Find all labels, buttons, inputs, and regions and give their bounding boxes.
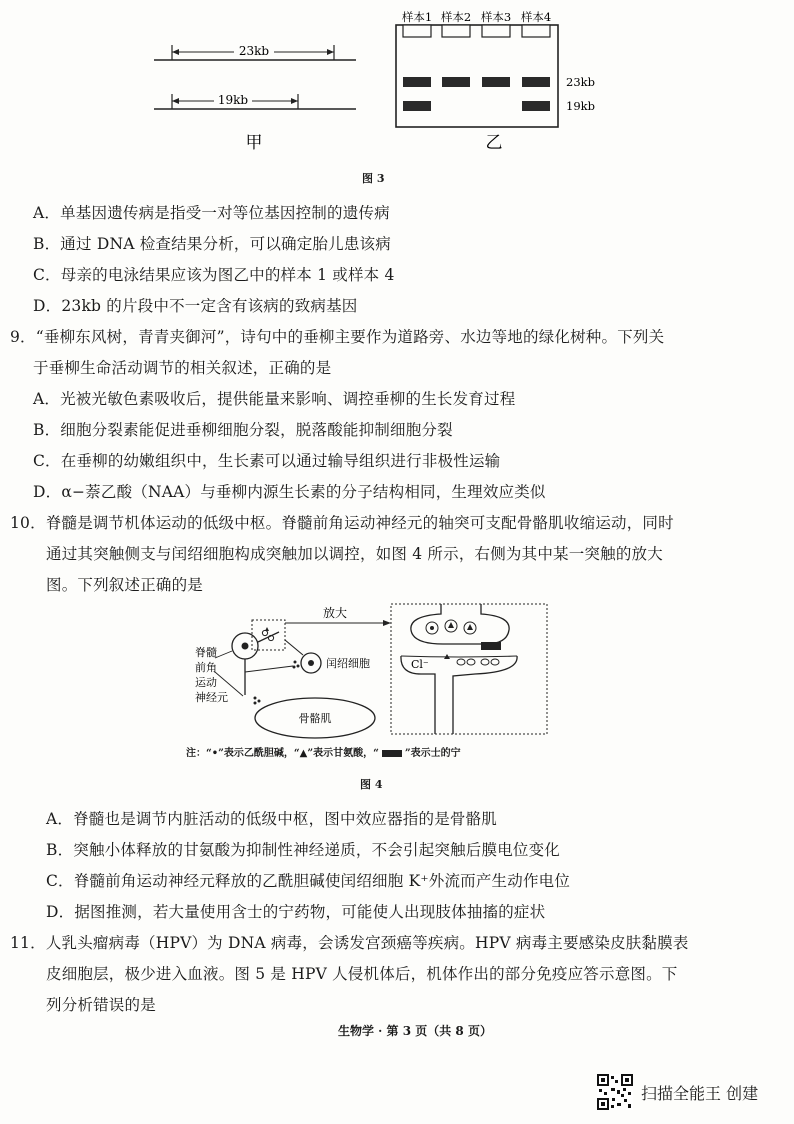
strychnine-block — [481, 642, 501, 650]
q9-stem-line1: 9．“垂柳东风树，青青夹御河”，诗句中的垂柳主要作为道路旁、水边等地的绿化树种。下列关 — [10, 328, 665, 346]
band-s2-23kb — [442, 77, 470, 87]
neuron-label-1: 脊髓 — [195, 646, 217, 659]
renshaw-label: 闰绍细胞 — [326, 657, 370, 670]
q9-option-a: A．光被光敏色素吸收后，提供能量来影响、调控垂柳的生长发育过程 — [33, 390, 516, 408]
q11-stem-line3: 列分析错误的是 — [46, 996, 156, 1014]
jia-19kb-label: 19kb — [217, 93, 249, 107]
enlarge-label: 放大 — [322, 606, 348, 620]
q10-option-c: C．脊髓前角运动神经元释放的乙酰胆碱使闰绍细胞 K⁺外流而产生动作电位 — [46, 872, 571, 890]
q9-option-d: D．α−萘乙酸（NAA）与垂柳内源生长素的分子结构相同，生理效应类似 — [33, 483, 546, 501]
neuron-label-2: 前角 — [195, 661, 217, 674]
band-s1-23kb — [403, 77, 431, 87]
q10-stem-line1: 10．脊髓是调节机体运动的低级中枢。脊髓前角运动神经元的轴突可支配骨骼肌收缩运动，同时 — [10, 514, 674, 532]
q10-option-b: B．突触小体释放的甘氨酸为抑制性神经递质，不会引起突触后膜电位变化 — [46, 841, 560, 859]
muscle-label: 骨骼肌 — [298, 712, 332, 725]
q11-stem-line1: 11．人乳头瘤病毒（HPV）为 DNA 病毒，会诱发宫颈癌等疾病。HPV 病毒主要感染皮肤黏膜表 — [10, 934, 689, 952]
band-s3-23kb — [482, 77, 510, 87]
neuron-label-4: 神经元 — [195, 691, 228, 704]
band-s4-19kb — [522, 101, 550, 111]
q8-option-a: A．单基因遗传病是指受一对等位基因控制的遗传病 — [33, 204, 390, 222]
strychnine-symbol — [382, 750, 402, 757]
band-s4-23kb — [522, 77, 550, 87]
gel-19kb-label: 19kb — [566, 99, 595, 113]
scanner-watermark: 扫描全能王 创建 — [641, 1084, 759, 1103]
figure3-jia — [150, 30, 360, 155]
figure4-note — [186, 744, 461, 759]
band-s1-19kb — [403, 101, 431, 111]
jia-caption: 甲 — [245, 133, 263, 153]
figure4-note-part2: ”表示士的宁 — [404, 748, 461, 759]
sample-3-label: 样本3 — [480, 10, 512, 24]
gel-23kb-label: 23kb — [566, 75, 595, 89]
q10-stem-line2: 通过其突触侧支与闰绍细胞构成突触加以调控，如图 4 所示，右侧为其中某一突触的放大 — [46, 545, 663, 563]
q8-option-d: D．23kb 的片段中不一定含有该病的致病基因 — [33, 297, 358, 315]
figure4-note-part1: 注：“•”表示乙酰胆碱，“▲”表示甘氨酸，“ — [186, 748, 379, 759]
q10-option-d: D．据图推测，若大量使用含士的宁药物，可能使人出现肢体抽搐的症状 — [46, 903, 546, 921]
qr-code-icon — [597, 1074, 633, 1110]
q10-stem-line3: 图。下列叙述正确的是 — [46, 576, 204, 594]
figure4-diagram — [185, 600, 565, 740]
q9-stem-line2: 于垂柳生命活动调节的相关叙述，正确的是 — [33, 359, 332, 377]
neuron-label-3: 运动 — [195, 676, 217, 689]
q9-option-b: B．细胞分裂素能促进垂柳细胞分裂，脱落酸能抑制细胞分裂 — [33, 421, 453, 439]
q10-option-a: A．脊髓也是调节内脏活动的低级中枢，图中效应器指的是骨骼肌 — [46, 810, 497, 828]
synapse-highlight-box — [252, 620, 285, 650]
q11-stem-line2: 皮细胞层，极少进入血液。图 5 是 HPV 人侵机体后，机体作出的部分免疫应答示意图。下 — [46, 965, 678, 983]
figure3-caption: 图 3 — [362, 172, 385, 185]
figure4-caption: 图 4 — [360, 778, 383, 791]
q9-option-c: C．在垂柳的幼嫩组织中，生长素可以通过输导组织进行非极性运输 — [33, 452, 501, 470]
chloride-label: Cl⁻ — [411, 658, 429, 671]
q8-option-c: C．母亲的电泳结果应该为图乙中的样本 1 或样本 4 — [33, 266, 395, 284]
sample-1-label: 样本1 — [401, 10, 433, 24]
q8-option-b: B．通过 DNA 检查结果分析，可以确定胎儿患该病 — [33, 235, 391, 253]
jia-23kb-label: 23kb — [238, 44, 270, 58]
page-footer: 生物学 · 第 3 页（共 8 页） — [338, 1024, 492, 1038]
sample-2-label: 样本2 — [440, 10, 472, 24]
figure3-yi-gel — [390, 6, 610, 156]
sample-4-label: 样本4 — [520, 10, 552, 24]
yi-caption: 乙 — [485, 133, 503, 153]
